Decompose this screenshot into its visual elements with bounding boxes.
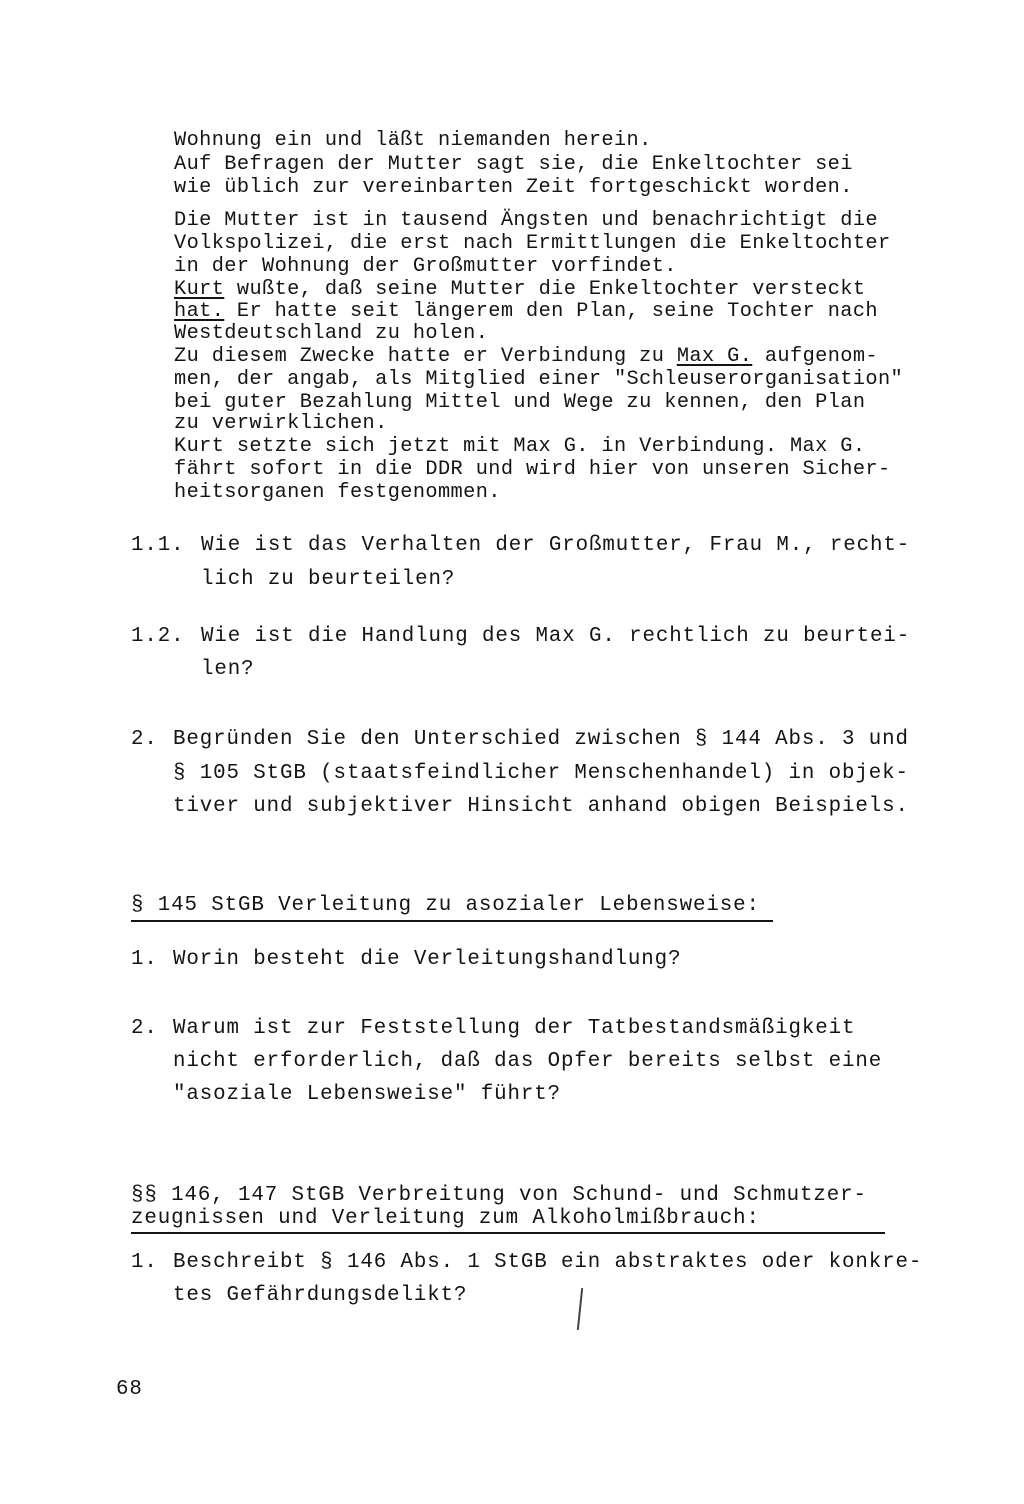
question-number: 1. <box>131 948 158 971</box>
section-heading-145: § 145 StGB Verleitung zu asozialer Lebensweise: <box>131 894 760 917</box>
question-text: "asoziale Lebensweise" führt? <box>173 1083 562 1106</box>
question-text: Warum ist zur Feststellung der Tatbestandsmäßigkeit <box>173 1017 856 1040</box>
question-text: Worin besteht die Verleitungshandlung? <box>173 948 682 971</box>
question-text: tiver und subjektiver Hinsicht anhand obigen Beispiels. <box>173 795 909 818</box>
pencil-mark <box>577 1288 583 1330</box>
page-number: 68 <box>116 1378 143 1401</box>
intro-line: heitsorganen festgenommen. <box>174 481 501 504</box>
intro-line: zu verwirklichen. <box>174 412 388 435</box>
question-text: § 105 StGB (staatsfeindlicher Menschenhandel) in objek- <box>173 762 909 785</box>
intro-line: men, der angab, als Mitglied einer "Schleuserorganisation" <box>174 368 904 391</box>
question-text: nicht erforderlich, daß das Opfer bereits selbst eine <box>173 1050 883 1073</box>
intro-line: fährt sofort in die DDR und wird hier von unseren Sicher- <box>174 458 891 481</box>
intro-line: Westdeutschland zu holen. <box>174 322 489 345</box>
underlined-name: Kurt <box>174 278 225 301</box>
intro-line: Kurt wußte, daß seine Mutter die Enkeltochter versteckt <box>174 278 866 301</box>
intro-line: Kurt setzte sich jetzt mit Max G. in Verbindung. Max G. <box>174 435 866 458</box>
question-number: 2. <box>131 728 158 751</box>
question-number: 1. <box>131 1251 158 1274</box>
intro-line: bei guter Bezahlung Mittel und Wege zu kennen, den Plan <box>174 391 866 414</box>
intro-line: Zu diesem Zwecke hatte er Verbindung zu Max G. aufgenom- <box>174 345 878 368</box>
underlined-word: hat. <box>174 300 225 323</box>
question-text: len? <box>201 658 255 681</box>
question-text: Beschreibt § 146 Abs. 1 StGB ein abstraktes oder konkre- <box>173 1251 923 1274</box>
intro-line: Wohnung ein und läßt niemanden herein. <box>174 129 652 152</box>
question-number: 1.2. <box>131 625 185 648</box>
section-heading-146-147: zeugnissen und Verleitung zum Alkoholmißbrauch: <box>131 1207 760 1230</box>
intro-line: Volkspolizei, die erst nach Ermittlungen die Enkeltochter <box>174 232 891 255</box>
intro-line: Auf Befragen der Mutter sagt sie, die Enkeltochter sei <box>174 153 853 176</box>
intro-line: Die Mutter ist in tausend Ängsten und benachrichtigt die <box>174 209 878 232</box>
question-text: Wie ist das Verhalten der Großmutter, Frau M., recht- <box>201 534 911 557</box>
underlined-name: Max G. <box>676 345 753 368</box>
question-text: Begründen Sie den Unterschied zwischen § 144 Abs. 3 und <box>173 728 909 751</box>
intro-line: in der Wohnung der Großmutter vorfindet. <box>174 255 677 278</box>
section-heading-146-147: §§ 146, 147 StGB Verbreitung von Schund- und Schmutzer- <box>131 1184 867 1207</box>
question-text: Wie ist die Handlung des Max G. rechtlich zu beurtei- <box>201 625 911 648</box>
question-text: lich zu beurteilen? <box>201 568 456 591</box>
intro-line: wie üblich zur vereinbarten Zeit fortgeschickt worden. <box>174 176 853 199</box>
question-text: tes Gefährdungsdelikt? <box>173 1284 468 1307</box>
heading-underline <box>131 1232 885 1234</box>
question-number: 2. <box>131 1017 158 1040</box>
intro-line: hat. Er hatte seit längerem den Plan, seine Tochter nach <box>174 300 878 323</box>
question-number: 1.1. <box>131 534 185 557</box>
heading-underline <box>131 920 773 922</box>
